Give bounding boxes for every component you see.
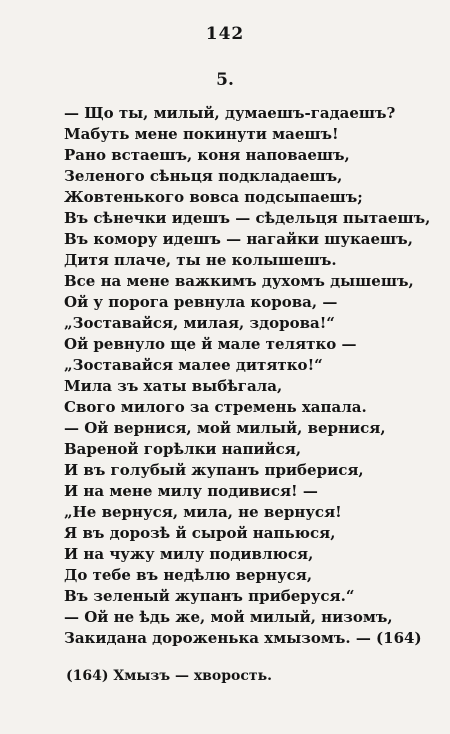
poem-line: И въ голубый жупанъ приберися, <box>64 461 364 479</box>
poem-line: До тебе въ недѣлю вернуся, <box>64 566 313 584</box>
poem-line: Все на мене важкимъ духомъ дышешъ, <box>64 272 414 290</box>
poem-line: Ой ревнуло ще й мале телятко — <box>64 335 357 353</box>
poem-line: Свого милого за стремень хапала. <box>64 398 367 416</box>
poem-line: Жовтенького вовса подсыпаешъ; <box>64 188 363 206</box>
section-number: 5. <box>216 70 234 90</box>
poem-line: — Ой вернися, мой милый, вернися, <box>64 419 386 437</box>
poem-line: Ой у порога ревнула корова, — <box>64 293 338 311</box>
poem-line: „Не вернуся, мила, не вернуся! <box>64 503 342 521</box>
poem-line: Въ комору идешъ — нагайки шукаешъ, <box>64 230 413 248</box>
poem-stanza-1 <box>64 103 431 292</box>
poem-line: Мила зъ хаты выбѣгала, <box>64 377 283 395</box>
poem-line: — Ой не ѣдь же, мой милый, низомъ, <box>64 608 393 626</box>
poem-line: Въ зеленый жупанъ приберуся.“ <box>64 587 355 605</box>
poem-line: — Що ты, милый, думаешъ-гадаешъ? <box>64 104 396 122</box>
poem-line: Зеленого сѣньця подкладаешъ, <box>64 167 343 185</box>
poem-line: „Зоставайся, милая, здорова!“ <box>64 314 335 332</box>
poem-line: Мабуть мене покинути маешъ! <box>64 125 339 143</box>
poem-line: И на мене милу подивися! — <box>64 482 318 500</box>
poem-line: Вареной горѣлки напийся, <box>64 440 302 458</box>
poem-line: Въ сѣнечки идешъ — сѣдельця пытаешъ, <box>64 209 431 227</box>
poem-line: Дитя плаче, ты не колышешъ. <box>64 251 337 269</box>
poem-line: Закидана дороженька хмызомъ. — (164) <box>64 629 422 647</box>
page-number: 142 <box>205 24 245 44</box>
poem-line: Рано встаешъ, коня наповаешъ, <box>64 146 350 164</box>
poem-line: „Зоставайся малее дитятко!“ <box>64 356 323 374</box>
footnote: (164) Хмызъ — хворость. <box>66 668 272 684</box>
poem-line: Я въ дорозѣ й сырой напьюся, <box>64 524 336 542</box>
poem-stanza-2 <box>64 292 422 649</box>
poem-line: И на чужу милу подивлюся, <box>64 545 314 563</box>
